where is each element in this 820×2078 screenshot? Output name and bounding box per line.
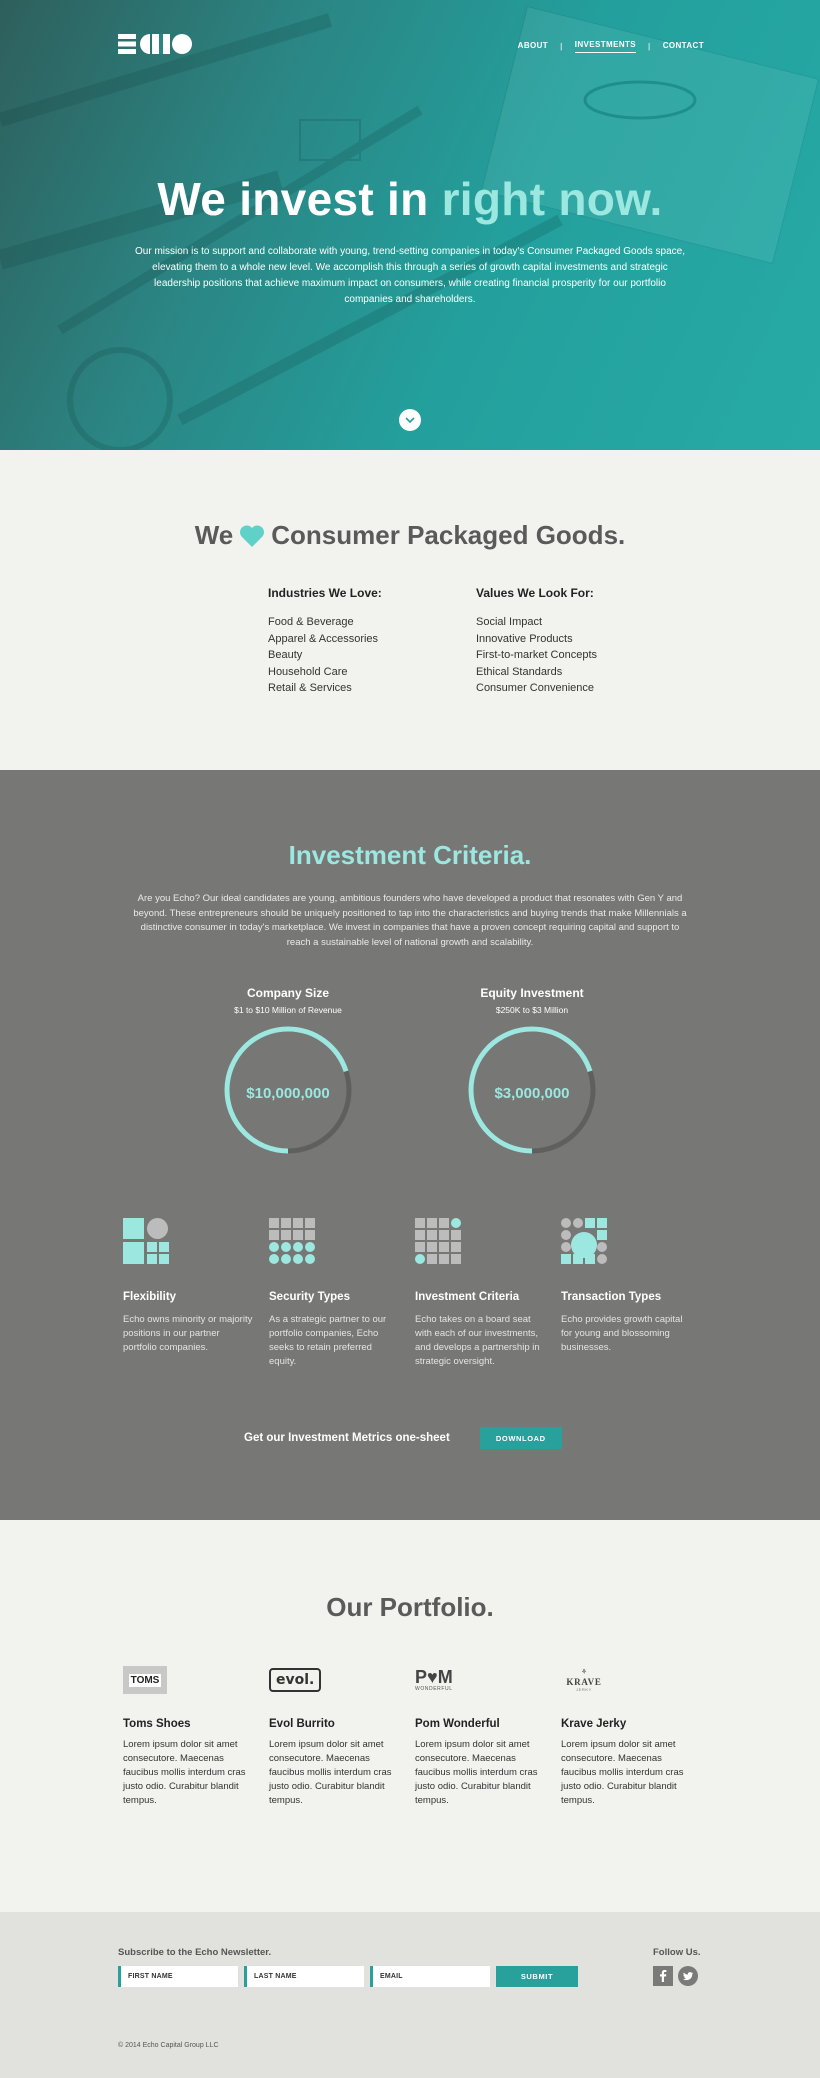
company-size-gauge xyxy=(188,986,388,1155)
criteria-section xyxy=(0,770,820,1520)
scroll-down-button[interactable] xyxy=(399,409,421,431)
copyright: © 2014 Echo Capital Group LLC xyxy=(118,2042,219,2049)
portfolio-title: Our Portfolio. xyxy=(326,1592,494,1622)
industries-column xyxy=(268,586,428,697)
portfolio-item-text: Lorem ipsum dolor sit amet consecutore. Maecenas faucibus mollis interdum cras justo odio. Curabitur blandit tempus. xyxy=(123,1739,246,1806)
hero-title-accent: right now. xyxy=(441,173,663,225)
krave-logo xyxy=(561,1662,607,1698)
portfolio-item-toms[interactable] xyxy=(123,1662,253,1808)
footer xyxy=(0,1912,820,2078)
criteria-intro: Are you Echo? Our ideal candidates are young, ambitious founders who have developed a product that resonates with Gen Y and beyond. These entrepreneurs should be uniquely positioned to tap into the characteristics and buying trends that make Millennials a distinctive consumer in today's marketplace. We invest in companies that have a proven concept requiring capital and support to reach a sustainable level of national growth and scalability. xyxy=(133,893,687,948)
portfolio-item-krave[interactable] xyxy=(561,1662,691,1808)
cpg-columns xyxy=(268,586,636,697)
follow-title: Follow Us. xyxy=(653,1947,701,1958)
list-item: Retail & Services xyxy=(268,682,352,694)
metrics-cta xyxy=(244,1427,562,1449)
portfolio-section xyxy=(0,1520,820,1912)
feature-text: Echo provides growth capital for young and blossoming businesses. xyxy=(561,1314,683,1353)
feature-investment-criteria xyxy=(415,1218,545,1369)
social-links xyxy=(653,1966,698,1986)
pom-logo-text: P♥M xyxy=(415,1667,453,1687)
hero-section xyxy=(0,0,820,450)
values-heading: Values We Look For: xyxy=(476,586,594,600)
submit-button[interactable]: SUBMIT xyxy=(496,1966,578,1987)
portfolio-item-name: Toms Shoes xyxy=(123,1718,191,1730)
cpg-section xyxy=(0,450,820,770)
feature-text: Echo takes on a board seat with each of our investments, and develops a partnership in strategic oversight. xyxy=(415,1314,540,1367)
toms-logo xyxy=(123,1662,253,1698)
email-field[interactable]: EMAIL xyxy=(370,1966,490,1987)
investment-criteria-icon xyxy=(415,1218,461,1264)
portfolio-item-evol[interactable] xyxy=(269,1662,399,1808)
list-item: Apparel & Accessories xyxy=(268,632,379,645)
hero-mission: Our mission is to support and collaborate with young, trend-setting companies in today's Consumer Packaged Goods space, elevating them to a whole new level. We accomplish this through a series of growth capital investments and strategic leadership positions that achieve maximum impact on consumers, while creating financial prosperity for our portfolio companies and shareholders. xyxy=(135,246,685,305)
krave-logo-sub: JERKY xyxy=(576,1686,592,1692)
list-item: First-to-market Concepts xyxy=(476,649,598,661)
portfolio-item-name: Pom Wonderful xyxy=(415,1718,500,1730)
gauge-value: $3,000,000 xyxy=(494,1085,570,1102)
equity-investment-gauge xyxy=(432,986,632,1155)
portfolio-item-text: Lorem ipsum dolor sit amet consecutore. Maecenas faucibus mollis interdum cras justo odio. Curabitur blandit tempus. xyxy=(561,1739,684,1806)
hero-title-main: We invest in xyxy=(157,173,429,225)
evol-logo xyxy=(269,1662,399,1698)
evol-logo-text: evol. xyxy=(269,1668,321,1692)
nav-investments[interactable]: INVESTMENTS xyxy=(575,40,636,53)
industries-list xyxy=(268,614,428,697)
gauge-title: Equity Investment xyxy=(480,986,584,1000)
list-item: Ethical Standards xyxy=(476,665,563,678)
facebook-icon[interactable] xyxy=(653,1966,673,1986)
main-nav xyxy=(518,40,704,53)
list-item: Consumer Convenience xyxy=(476,682,595,694)
feature-title: Security Types xyxy=(269,1291,350,1303)
cta-text: Get our Investment Metrics one-sheet xyxy=(244,1432,450,1444)
cpg-title xyxy=(0,520,820,551)
cpg-title-post: Consumer Packaged Goods. xyxy=(271,520,626,550)
security-types-icon xyxy=(269,1218,315,1264)
nav-separator: | xyxy=(560,42,563,51)
gauge-value: $10,000,000 xyxy=(246,1085,330,1102)
feature-title: Investment Criteria xyxy=(415,1291,520,1303)
pom-logo xyxy=(415,1662,545,1698)
industries-heading: Industries We Love: xyxy=(268,586,382,600)
logo-mark xyxy=(118,34,202,54)
feature-title: Transaction Types xyxy=(561,1291,662,1303)
portfolio-item-text: Lorem ipsum dolor sit amet consecutore. Maecenas faucibus mollis interdum cras justo odio. Curabitur blandit tempus. xyxy=(269,1739,392,1806)
values-column xyxy=(476,586,636,697)
portfolio-item-pom[interactable] xyxy=(415,1662,545,1808)
echo-logo[interactable] xyxy=(118,34,202,54)
feature-text: Echo owns minority or majority positions in our partner portfolio companies. xyxy=(123,1314,253,1353)
hero-title xyxy=(0,172,820,226)
cpg-title-pre: We xyxy=(194,520,234,550)
list-item: Innovative Products xyxy=(476,632,573,645)
list-item: Beauty xyxy=(268,649,303,661)
list-item: Household Care xyxy=(268,665,348,678)
feature-title: Flexibility xyxy=(123,1291,177,1303)
toms-logo-text: TOMS xyxy=(130,1674,160,1686)
pom-logo-sub: WONDERFUL xyxy=(415,1686,453,1692)
portfolio-item-name: Krave Jerky xyxy=(561,1718,627,1730)
portfolio-item-text: Lorem ipsum dolor sit amet consecutore. Maecenas faucibus mollis interdum cras justo odio. Curabitur blandit tempus. xyxy=(415,1739,538,1806)
feature-flexibility xyxy=(123,1218,253,1355)
flexibility-icon xyxy=(123,1218,169,1264)
gauge-subtitle: $250K to $3 Million xyxy=(495,1005,569,1015)
list-item: Social Impact xyxy=(476,616,543,628)
heart-icon xyxy=(239,524,265,548)
values-list xyxy=(476,614,636,697)
twitter-icon[interactable] xyxy=(678,1966,698,1986)
gauge-subtitle: $1 to $10 Million of Revenue xyxy=(234,1005,342,1015)
nav-separator: | xyxy=(648,42,651,51)
newsletter-form xyxy=(118,1966,578,1987)
krave-logo-text: KRAVE xyxy=(566,1676,602,1687)
first-name-field[interactable]: FIRST NAME xyxy=(118,1966,238,1987)
download-button[interactable]: DOWNLOAD xyxy=(480,1427,562,1449)
criteria-title: Investment Criteria. xyxy=(288,840,532,870)
list-item: Food & Beverage xyxy=(268,616,354,628)
feature-text: As a strategic partner to our portfolio companies, Echo seeks to retain preferred equity. xyxy=(269,1314,387,1367)
portfolio-item-name: Evol Burrito xyxy=(269,1718,335,1730)
feature-security-types xyxy=(269,1218,399,1369)
feature-transaction-types xyxy=(561,1218,691,1355)
nav-contact[interactable]: CONTACT xyxy=(662,40,704,50)
chevron-down-icon xyxy=(405,417,415,423)
krave-logo-mark: ⚘ xyxy=(580,1668,588,1676)
gauge-title: Company Size xyxy=(246,986,330,1000)
newsletter-title: Subscribe to the Echo Newsletter. xyxy=(118,1947,272,1958)
transaction-types-icon xyxy=(561,1218,607,1264)
last-name-field[interactable]: LAST NAME xyxy=(244,1966,364,1987)
nav-about[interactable]: ABOUT xyxy=(517,40,549,50)
